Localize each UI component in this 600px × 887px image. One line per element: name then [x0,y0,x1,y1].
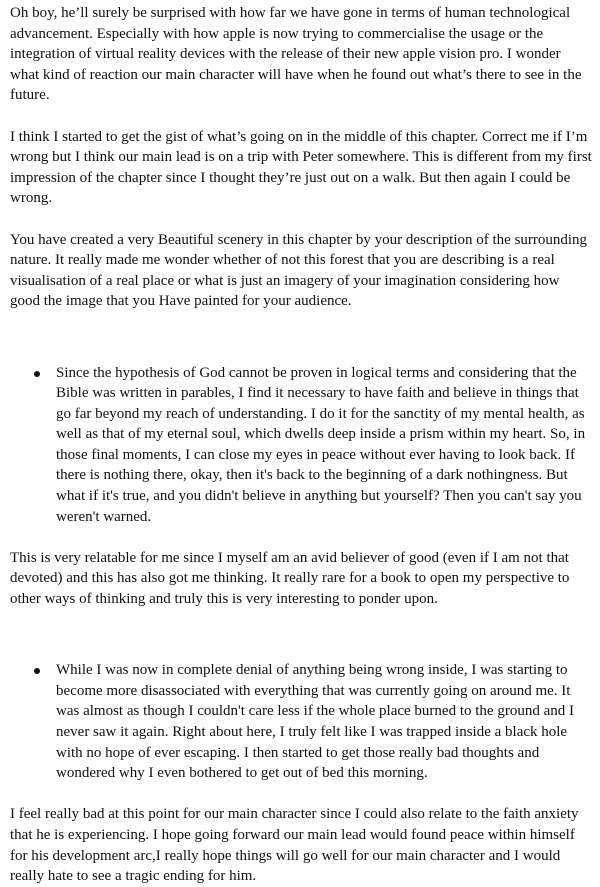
paragraph-5: I feel really bad at this point for our main character since I could also relate to the faith anxiety that he is experiencing. I hope going forward our main lead would found peace within himself for his development arc,I really hope things will go well for our main character and I would really hate to see a tragic ending for him. [10,806,579,885]
quote-text-2: While I was now in complete denial of anything being wrong inside, I was starting to become more disassociated with everything that was currently going on around me. It was almost as though I couldn't care less if the whole place burned to the ground and I never saw it again. Right about here, I truly felt like I was trapped inside a black hole with no hope of ever escaping. I then started to get those really bad thoughts and wondered why I even bothered to get out of bed this morning. [56,662,574,782]
paragraph-spacer [10,342,592,363]
document-body [10,3,592,887]
quote-list-2 [10,660,592,784]
quote-list-1 [10,363,592,528]
paragraph-spacer [10,106,592,127]
paragraph-3: You have created a very Beautiful scenery in this chapter by your description of the surrounding nature. It really made me wonder whether of not this forest that you are describing is a real visualisation of a real place or what is just an imagery of your imagination considering how good the image that you Have painted for your audience. [10,231,588,310]
paragraph-spacer [10,784,592,805]
paragraph-spacer [10,640,592,661]
quote-bullet-item-1 [10,363,592,528]
paragraph-spacer [10,312,592,342]
paragraph-spacer [10,610,592,640]
bullet-icon [34,668,40,674]
paragraph-2: I think I started to get the gist of what’s going on in the middle of this chapter. Correct me if I’m wrong but I think our main lead is on a trip with Peter somewhere. This is different from my first impression of the chapter since I thought they’re just out on a walk. But then again I could be wrong. [10,128,592,207]
paragraph-1: Oh boy, he’ll surely be surprised with how far we have gone in terms of human technological advancement. Especially with how apple is now trying to commercialise the usage or the integration of virtual reality devices with the release of their new apple vision pro. I wonder what kind of reaction our main character will have when he found out what’s there to see in the future. [10,5,582,104]
quote-text-1: Since the hypothesis of God cannot be proven in logical terms and considering that the Bible was written in parables, I find it necessary to have faith and believe in things that go far beyond my reach of understanding. I do it for the sanctity of my mental health, as well as that of my eternal soul, which dwells deep inside a prism within my heart. So, in those final moments, I can close my eyes in peace without ever having to look back. If there is nothing there, okay, then it's back to the beginning of a dark nothingness. But what if it's true, and you didn't believe in anything but yourself? Then you can't say you weren't warned. [56,364,586,525]
quote-bullet-item-2 [10,660,592,784]
paragraph-spacer [10,527,592,548]
paragraph-spacer [10,209,592,230]
bullet-icon [34,371,40,377]
paragraph-4: This is very relatable for me since I myself am an avid believer of good (even if I am not that devoted) and this has also got me thinking. It really rare for a book to open my perspective to other ways of thinking and truly this is very interesting to ponder upon. [10,549,570,608]
